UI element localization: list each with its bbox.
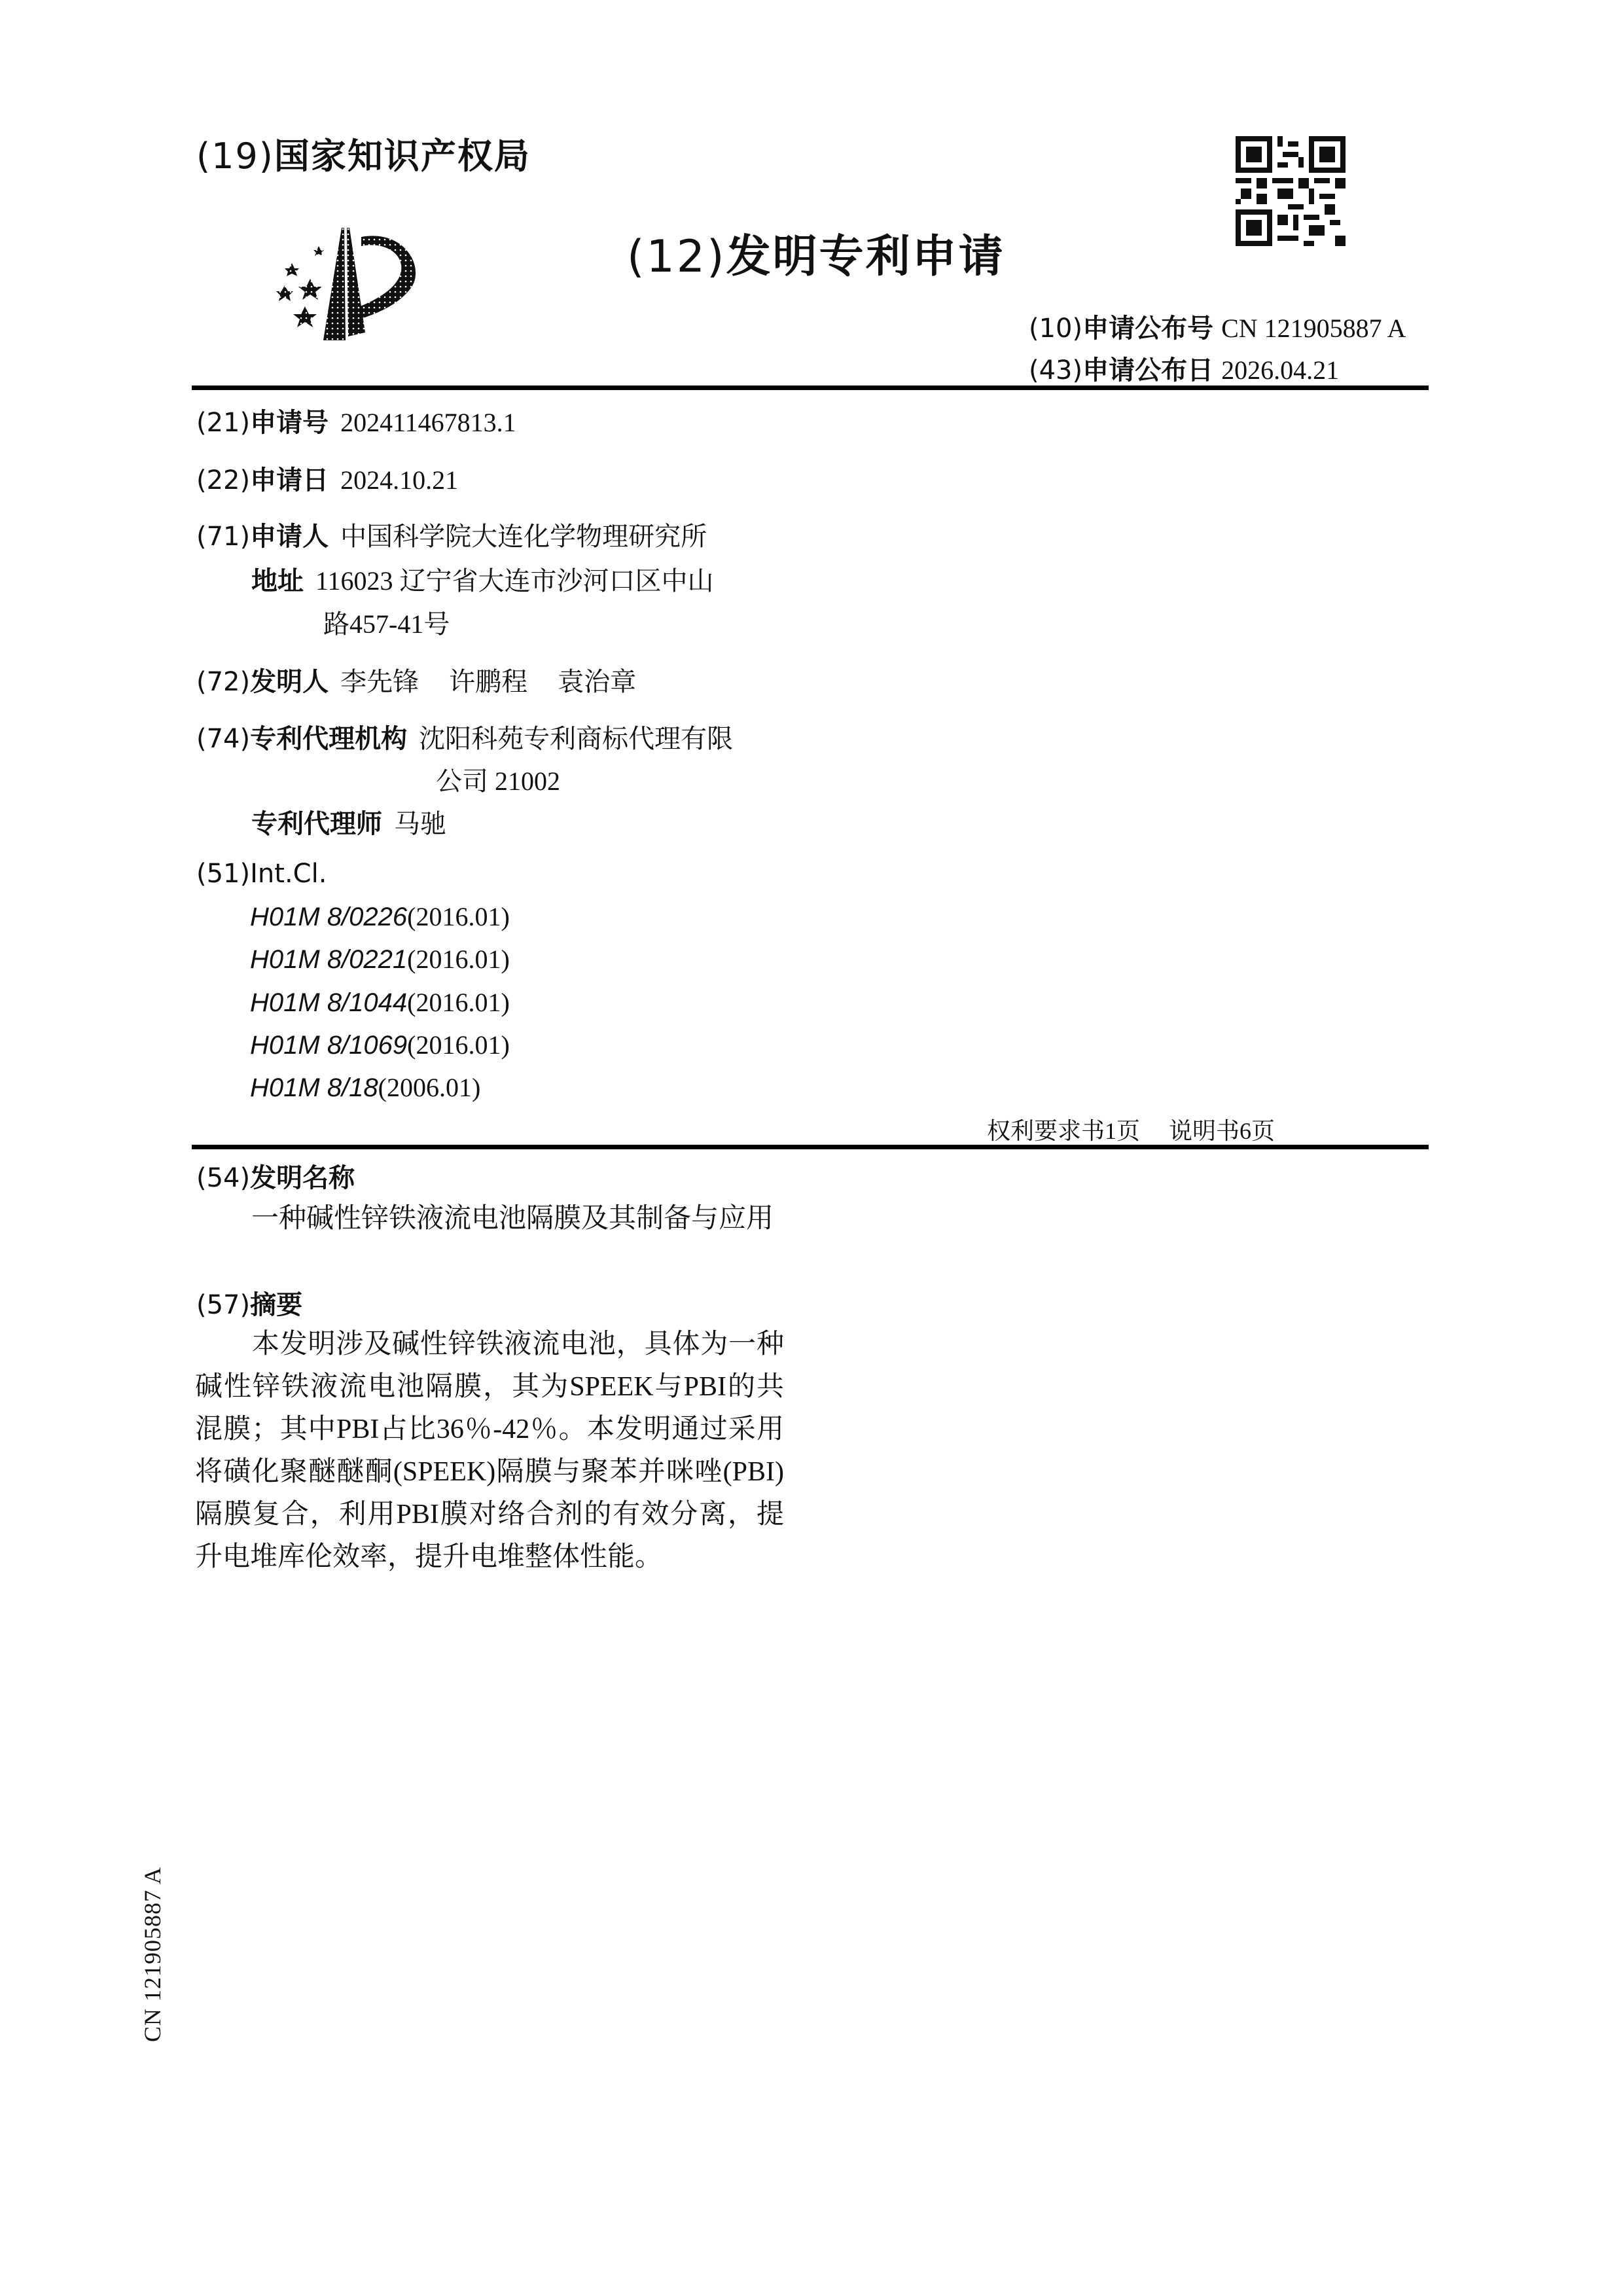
field-label: 摘要 bbox=[250, 1290, 303, 1320]
filing-date-value: 2024.10.21 bbox=[340, 465, 459, 495]
ipc-item bbox=[250, 901, 510, 932]
field-code: (74) bbox=[196, 724, 251, 754]
field-label: Int.Cl. bbox=[250, 859, 327, 889]
filing-date bbox=[196, 459, 458, 497]
field-code: (54) bbox=[196, 1163, 251, 1193]
ipc-version: (2006.01) bbox=[378, 1073, 481, 1102]
publication-date bbox=[1029, 350, 1339, 387]
address-line-2: 路457-41号 bbox=[323, 609, 450, 639]
page-counts bbox=[987, 1113, 1275, 1146]
ipc-code: H01M 8/0221 bbox=[250, 945, 408, 974]
ipc-version: (2016.01) bbox=[407, 988, 510, 1017]
field-code: (71) bbox=[196, 522, 251, 552]
inventor-name: 袁治章 bbox=[558, 667, 637, 696]
office-header bbox=[196, 128, 531, 179]
ipc-version: (2016.01) bbox=[407, 1030, 510, 1060]
description-page-count: 说明书6页 bbox=[1169, 1118, 1275, 1144]
field-label: 申请号 bbox=[250, 408, 329, 438]
int-cl-header bbox=[196, 859, 327, 889]
doc-type-code: (12) bbox=[627, 231, 726, 283]
ipc-item bbox=[250, 1030, 510, 1060]
address-line-1: 116023 辽宁省大连市沙河口区中山 bbox=[315, 566, 714, 596]
ipc-version: (2016.01) bbox=[407, 902, 510, 931]
document-type bbox=[627, 221, 1005, 285]
qr-code-icon bbox=[1236, 136, 1346, 246]
abstract-body bbox=[195, 1323, 784, 1579]
application-number-value: 202411467813.1 bbox=[340, 408, 516, 437]
abstract-heading bbox=[196, 1284, 302, 1321]
agency-name: 沈阳科苑专利商标代理有限 bbox=[419, 724, 734, 753]
field-label: 申请公布日 bbox=[1082, 355, 1214, 386]
field-label: 发明人 bbox=[250, 667, 329, 697]
inventors bbox=[196, 661, 636, 698]
field-label: 申请公布号 bbox=[1082, 314, 1214, 344]
field-label: 申请日 bbox=[250, 465, 329, 495]
field-code: (43) bbox=[1029, 355, 1083, 386]
ipc-item bbox=[250, 944, 510, 975]
doc-type-label: 发明专利申请 bbox=[726, 231, 1005, 283]
field-code: (22) bbox=[196, 465, 251, 495]
field-code: (72) bbox=[196, 667, 251, 697]
field-code: (21) bbox=[196, 408, 251, 438]
inventor-name: 许鹏程 bbox=[449, 667, 528, 696]
side-publication-id: CN 121905887 A bbox=[139, 1866, 166, 2042]
ipc-code: H01M 8/1069 bbox=[250, 1031, 408, 1060]
publication-number bbox=[1029, 308, 1406, 345]
ipc-item bbox=[250, 987, 510, 1018]
patent-agent bbox=[251, 803, 446, 840]
office-name: 国家知识产权局 bbox=[274, 135, 531, 177]
field-label: 申请人 bbox=[250, 522, 329, 552]
agency-name-line-2: 公司 21002 bbox=[436, 766, 560, 796]
abstract-text: 本发明涉及碱性锌铁液流电池，具体为一种碱性锌铁液流电池隔膜，其为SPEEK与PBI的共混膜；其中PBI占比36％‑42％。本发明通过采用将磺化聚醚醚酮(SPEEK)隔膜与聚苯并咪唑(PBI)隔膜复合，利用PBI膜对络合剂的有效分离，提升电堆库伦效率，提升电堆整体性能。 bbox=[195, 1329, 784, 1572]
field-code: (57) bbox=[196, 1290, 251, 1320]
ipc-code: H01M 8/0226 bbox=[250, 903, 408, 931]
field-code: (51) bbox=[196, 859, 251, 889]
field-label: 发明名称 bbox=[250, 1163, 355, 1193]
divider-middle bbox=[192, 1145, 1429, 1149]
cnipa-logo-icon bbox=[262, 216, 432, 347]
ipc-version: (2016.01) bbox=[407, 944, 510, 974]
invention-title-text: 一种碱性锌铁液流电池隔膜及其制备与应用 bbox=[251, 1204, 774, 1234]
application-number bbox=[196, 402, 516, 439]
applicant-name: 中国科学院大连化学物理研究所 bbox=[340, 522, 707, 551]
claims-page-count: 权利要求书1页 bbox=[987, 1118, 1141, 1144]
agent-name: 马驰 bbox=[394, 809, 446, 838]
ipc-code: H01M 8/18 bbox=[250, 1073, 378, 1102]
ipc-item bbox=[250, 1072, 480, 1103]
agent-label: 专利代理师 bbox=[251, 809, 382, 839]
field-code: (10) bbox=[1029, 314, 1083, 344]
ipc-code: H01M 8/1044 bbox=[250, 988, 408, 1017]
publication-number-value: CN 121905887 A bbox=[1221, 314, 1406, 343]
applicant-address bbox=[251, 560, 714, 598]
publication-date-value: 2026.04.21 bbox=[1221, 355, 1340, 385]
invention-title bbox=[195, 1198, 784, 1240]
office-code: (19) bbox=[196, 135, 274, 177]
applicant bbox=[196, 516, 707, 553]
address-label: 地址 bbox=[251, 566, 304, 596]
divider-top bbox=[192, 386, 1429, 390]
field-label: 专利代理机构 bbox=[250, 724, 408, 754]
patent-agency bbox=[196, 718, 733, 755]
inventor-name: 李先锋 bbox=[340, 667, 419, 696]
title-heading bbox=[196, 1157, 355, 1194]
